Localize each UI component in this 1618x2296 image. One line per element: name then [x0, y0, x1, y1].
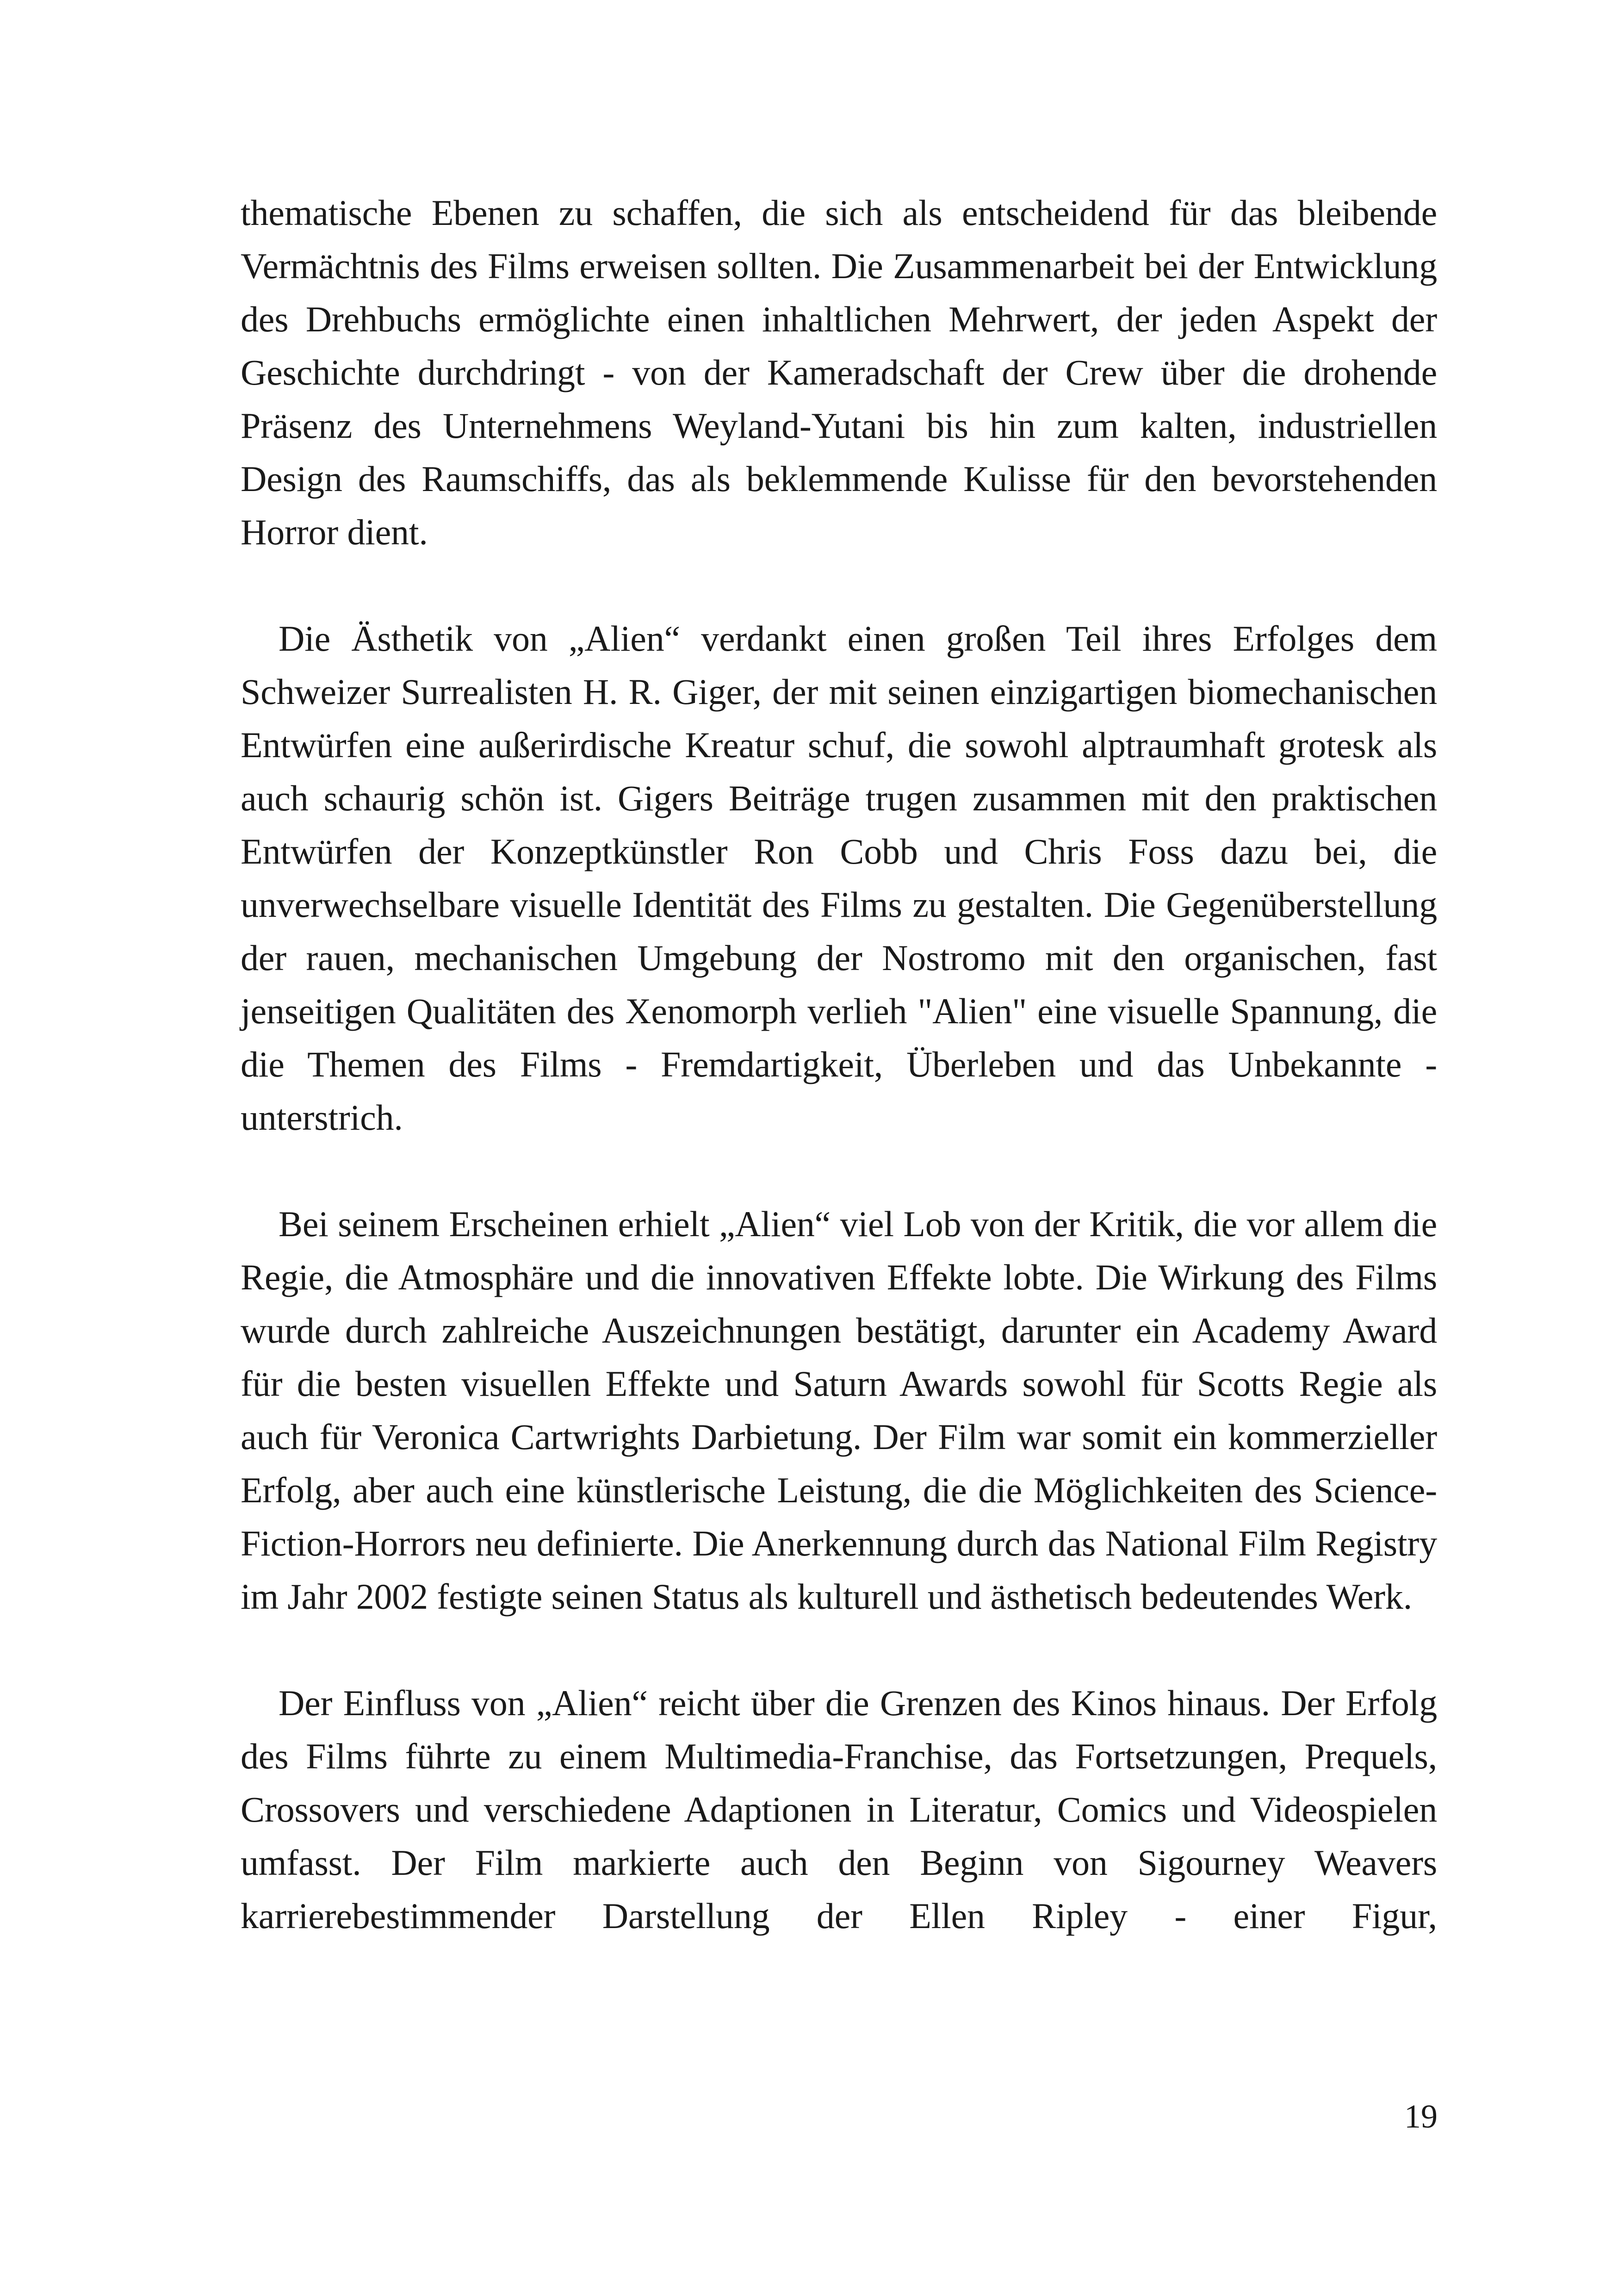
- body-text: [241, 186, 1437, 1942]
- paragraph-aesthetics: Die Ästhetik von „Alien“ verdankt einen großen Teil ihres Erfolges dem Schweizer Surrealisten H. R. Giger, der mit seinen einzigartigen biomechanischen Entwürfen eine außerirdische Kreatur schuf, die sowohl alptraumhaft grotesk als auch schaurig schön ist. Gigers Beiträge trugen zusammen mit den praktischen Entwürfen der Konzeptkünstler Ron Cobb und Chris Foss dazu bei, die unverwechselbare visuelle Identität des Films zu gestalten. Die Gegenüberstellung der rauen, mechanischen Umgebung der Nostromo mit den organischen, fast jenseitigen Qualitäten des Xenomorph verlieh "Alien" eine visuelle Spannung, die die Themen des Films - Fremdartigkeit, Überleben und das Unbekannte - unterstrich.: [241, 618, 1437, 1138]
- paragraph-influence: Der Einfluss von „Alien“ reicht über die Grenzen des Kinos hinaus. Der Erfolg des Films führte zu einem Multimedia-Franchise, das Fortsetzungen, Prequels, Crossovers und verschiedene Adaptionen in Literatur, Comics und Videospielen umfasst. Der Film markierte auch den Beginn von Sigourney Weavers karrierebestimmender Darstellung der Ellen Ripley - einer Figur,: [241, 1683, 1437, 1936]
- paragraph-continuation: thematische Ebenen zu schaffen, die sich als entscheidend für das bleibende Vermächtnis des Films erweisen sollten. Die Zusammenarbeit bei der Entwicklung des Drehbuchs ermöglichte einen inhaltlichen Mehrwert, der jeden Aspekt der Geschichte durchdringt - von der Kameradschaft der Crew über die drohende Präsenz des Unternehmens Weyland-Yutani bis hin zum kalten, industriellen Design des Raumschiffs, das als beklemmende Kulisse für den bevorstehenden Horror dient.: [241, 193, 1437, 552]
- page-number: 19: [1404, 2098, 1438, 2135]
- paragraph-reception: Bei seinem Erscheinen erhielt „Alien“ viel Lob von der Kritik, die vor allem die Regie, die Atmosphäre und die innovativen Effekte lobte. Die Wirkung des Films wurde durch zahlreiche Auszeichnungen bestätigt, darunter ein Academy Award für die besten visuellen Effekte und Saturn Awards sowohl für Scotts Regie als auch für Veronica Cartwrights Darbietung. Der Film war somit ein kommerzieller Erfolg, aber auch eine künstlerische Leistung, die die Möglichkeiten des Science-Fiction-Horrors neu definierte. Die Anerkennung durch das National Film Registry im Jahr 2002 festigte seinen Status als kulturell und ästhetisch bedeutendes Werk.: [241, 1204, 1437, 1617]
